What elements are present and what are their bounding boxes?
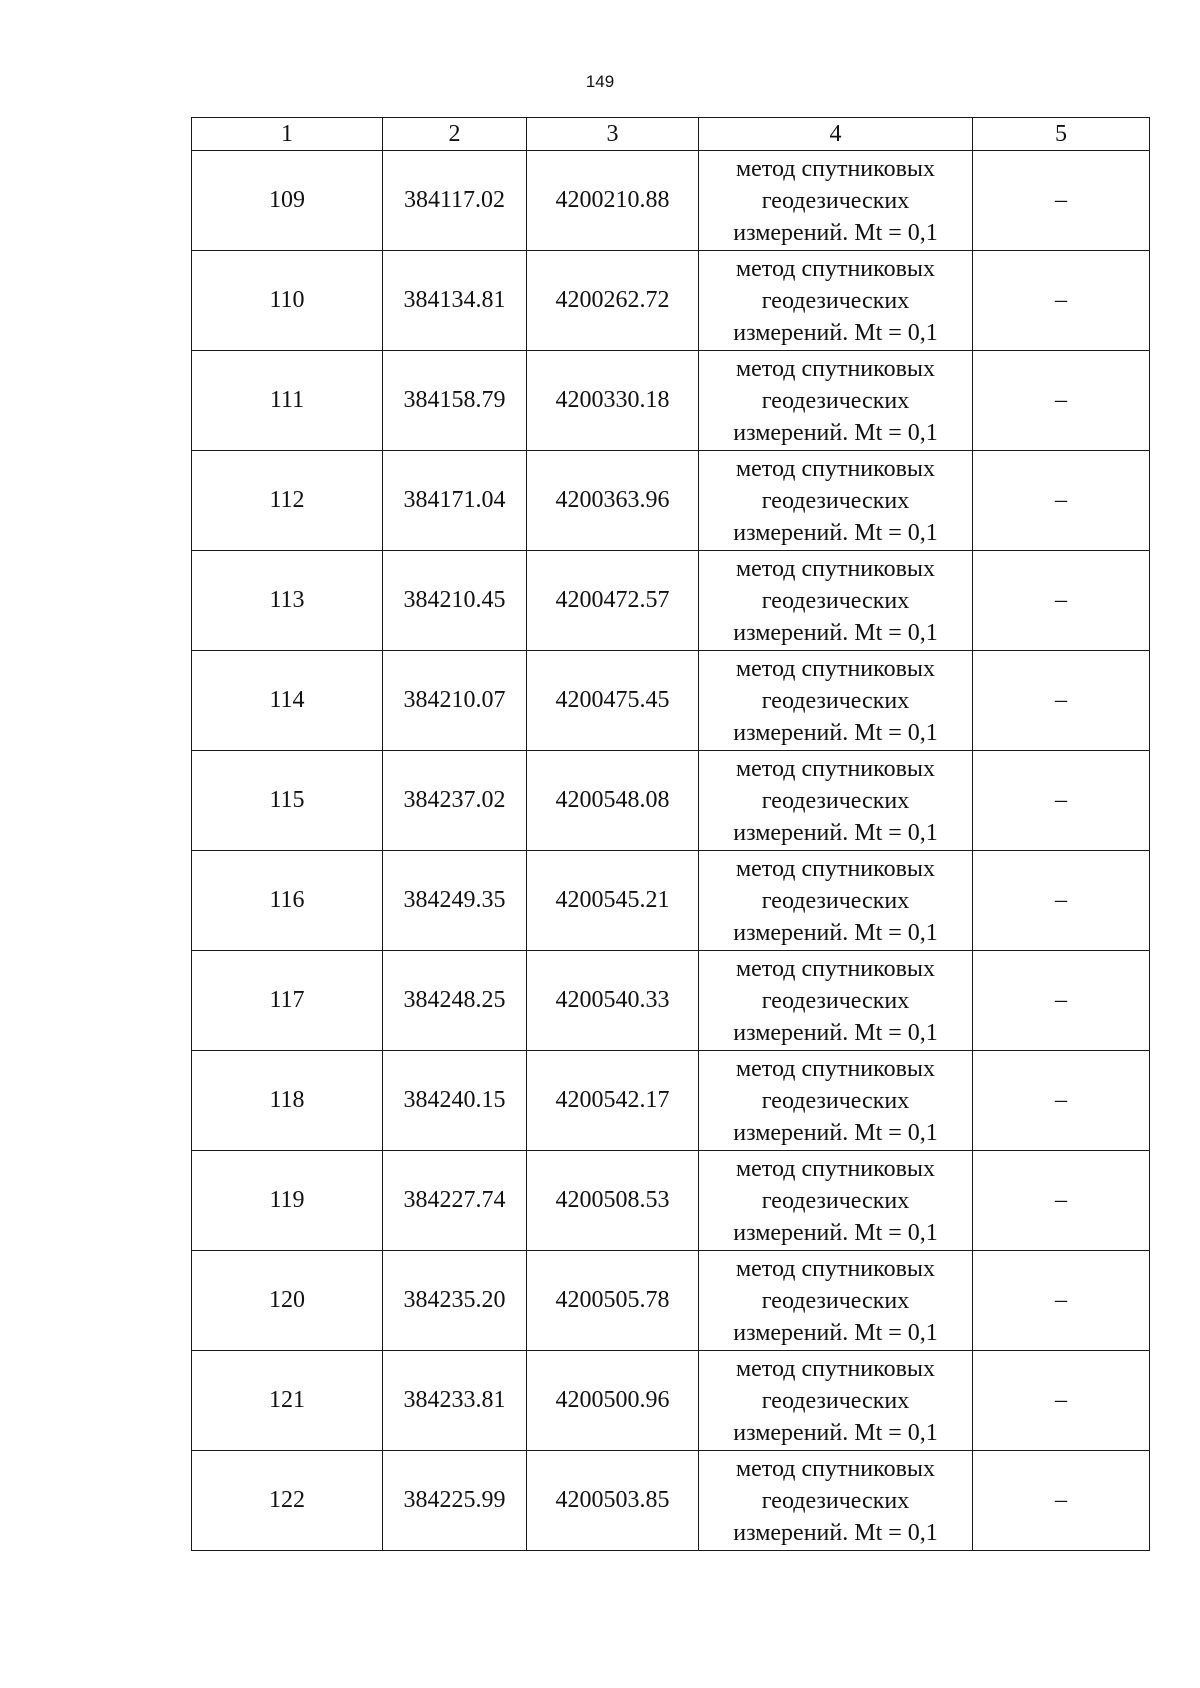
y-coordinate-cell: 4200503.85	[527, 1451, 699, 1551]
note-cell: –	[973, 1351, 1150, 1451]
method-cell: метод спутниковых геодезических измерений. Mt = 0,1	[699, 1051, 973, 1151]
table-row	[192, 1151, 1150, 1251]
table-row	[192, 351, 1150, 451]
y-coordinate-cell: 4200542.17	[527, 1051, 699, 1151]
note-cell: –	[973, 351, 1150, 451]
point-number-cell: 115	[192, 751, 383, 851]
method-cell: метод спутниковых геодезических измерений. Mt = 0,1	[699, 451, 973, 551]
table-header	[192, 118, 1150, 151]
table-row	[192, 1351, 1150, 1451]
point-number-cell: 112	[192, 451, 383, 551]
point-number-cell: 118	[192, 1051, 383, 1151]
method-cell: метод спутниковых геодезических измерений. Mt = 0,1	[699, 951, 973, 1051]
x-coordinate-cell: 384210.07	[383, 651, 527, 751]
table-row	[192, 1051, 1150, 1151]
method-cell: метод спутниковых геодезических измерений. Mt = 0,1	[699, 751, 973, 851]
note-cell: –	[973, 1151, 1150, 1251]
y-coordinate-cell: 4200472.57	[527, 551, 699, 651]
point-number-cell: 117	[192, 951, 383, 1051]
point-number-cell: 119	[192, 1151, 383, 1251]
method-cell: метод спутниковых геодезических измерений. Mt = 0,1	[699, 551, 973, 651]
x-coordinate-cell: 384225.99	[383, 1451, 527, 1551]
note-cell: –	[973, 751, 1150, 851]
note-cell: –	[973, 1451, 1150, 1551]
method-cell: метод спутниковых геодезических измерений. Mt = 0,1	[699, 1451, 973, 1551]
x-coordinate-cell: 384117.02	[383, 151, 527, 251]
x-coordinate-cell: 384210.45	[383, 551, 527, 651]
note-cell: –	[973, 551, 1150, 651]
point-number-cell: 120	[192, 1251, 383, 1351]
header-col-2: 2	[383, 118, 527, 151]
y-coordinate-cell: 4200548.08	[527, 751, 699, 851]
page-number: 149	[585, 72, 615, 91]
method-cell: метод спутниковых геодезических измерений. Mt = 0,1	[699, 1351, 973, 1451]
table-row	[192, 551, 1150, 651]
note-cell: –	[973, 451, 1150, 551]
table-row	[192, 651, 1150, 751]
table-row	[192, 1251, 1150, 1351]
x-coordinate-cell: 384237.02	[383, 751, 527, 851]
header-col-4: 4	[699, 118, 973, 151]
header-col-1: 1	[192, 118, 383, 151]
method-cell: метод спутниковых геодезических измерений. Mt = 0,1	[699, 351, 973, 451]
point-number-cell: 109	[192, 151, 383, 251]
x-coordinate-cell: 384240.15	[383, 1051, 527, 1151]
x-coordinate-cell: 384171.04	[383, 451, 527, 551]
x-coordinate-cell: 384233.81	[383, 1351, 527, 1451]
table-row	[192, 1451, 1150, 1551]
y-coordinate-cell: 4200262.72	[527, 251, 699, 351]
method-cell: метод спутниковых геодезических измерений. Mt = 0,1	[699, 651, 973, 751]
y-coordinate-cell: 4200500.96	[527, 1351, 699, 1451]
x-coordinate-cell: 384227.74	[383, 1151, 527, 1251]
header-col-5: 5	[973, 118, 1150, 151]
y-coordinate-cell: 4200505.78	[527, 1251, 699, 1351]
method-cell: метод спутниковых геодезических измерений. Mt = 0,1	[699, 851, 973, 951]
table-body	[192, 151, 1150, 1551]
point-number-cell: 116	[192, 851, 383, 951]
x-coordinate-cell: 384249.35	[383, 851, 527, 951]
x-coordinate-cell: 384235.20	[383, 1251, 527, 1351]
table-row	[192, 251, 1150, 351]
note-cell: –	[973, 1051, 1150, 1151]
point-number-cell: 113	[192, 551, 383, 651]
note-cell: –	[973, 151, 1150, 251]
note-cell: –	[973, 1251, 1150, 1351]
note-cell: –	[973, 951, 1150, 1051]
table-row	[192, 151, 1150, 251]
x-coordinate-cell: 384134.81	[383, 251, 527, 351]
header-row	[192, 118, 1150, 151]
note-cell: –	[973, 651, 1150, 751]
y-coordinate-cell: 4200545.21	[527, 851, 699, 951]
y-coordinate-cell: 4200210.88	[527, 151, 699, 251]
point-number-cell: 122	[192, 1451, 383, 1551]
point-number-cell: 110	[192, 251, 383, 351]
method-cell: метод спутниковых геодезических измерений. Mt = 0,1	[699, 151, 973, 251]
method-cell: метод спутниковых геодезических измерений. Mt = 0,1	[699, 1251, 973, 1351]
y-coordinate-cell: 4200475.45	[527, 651, 699, 751]
method-cell: метод спутниковых геодезических измерений. Mt = 0,1	[699, 251, 973, 351]
note-cell: –	[973, 251, 1150, 351]
table-row	[192, 851, 1150, 951]
table-row	[192, 751, 1150, 851]
point-number-cell: 111	[192, 351, 383, 451]
y-coordinate-cell: 4200363.96	[527, 451, 699, 551]
y-coordinate-cell: 4200508.53	[527, 1151, 699, 1251]
y-coordinate-cell: 4200330.18	[527, 351, 699, 451]
table-row	[192, 451, 1150, 551]
y-coordinate-cell: 4200540.33	[527, 951, 699, 1051]
note-cell: –	[973, 851, 1150, 951]
x-coordinate-cell: 384248.25	[383, 951, 527, 1051]
table-row	[192, 951, 1150, 1051]
header-col-3: 3	[527, 118, 699, 151]
point-number-cell: 114	[192, 651, 383, 751]
method-cell: метод спутниковых геодезических измерений. Mt = 0,1	[699, 1151, 973, 1251]
x-coordinate-cell: 384158.79	[383, 351, 527, 451]
coordinates-table	[191, 117, 1150, 1551]
point-number-cell: 121	[192, 1351, 383, 1451]
